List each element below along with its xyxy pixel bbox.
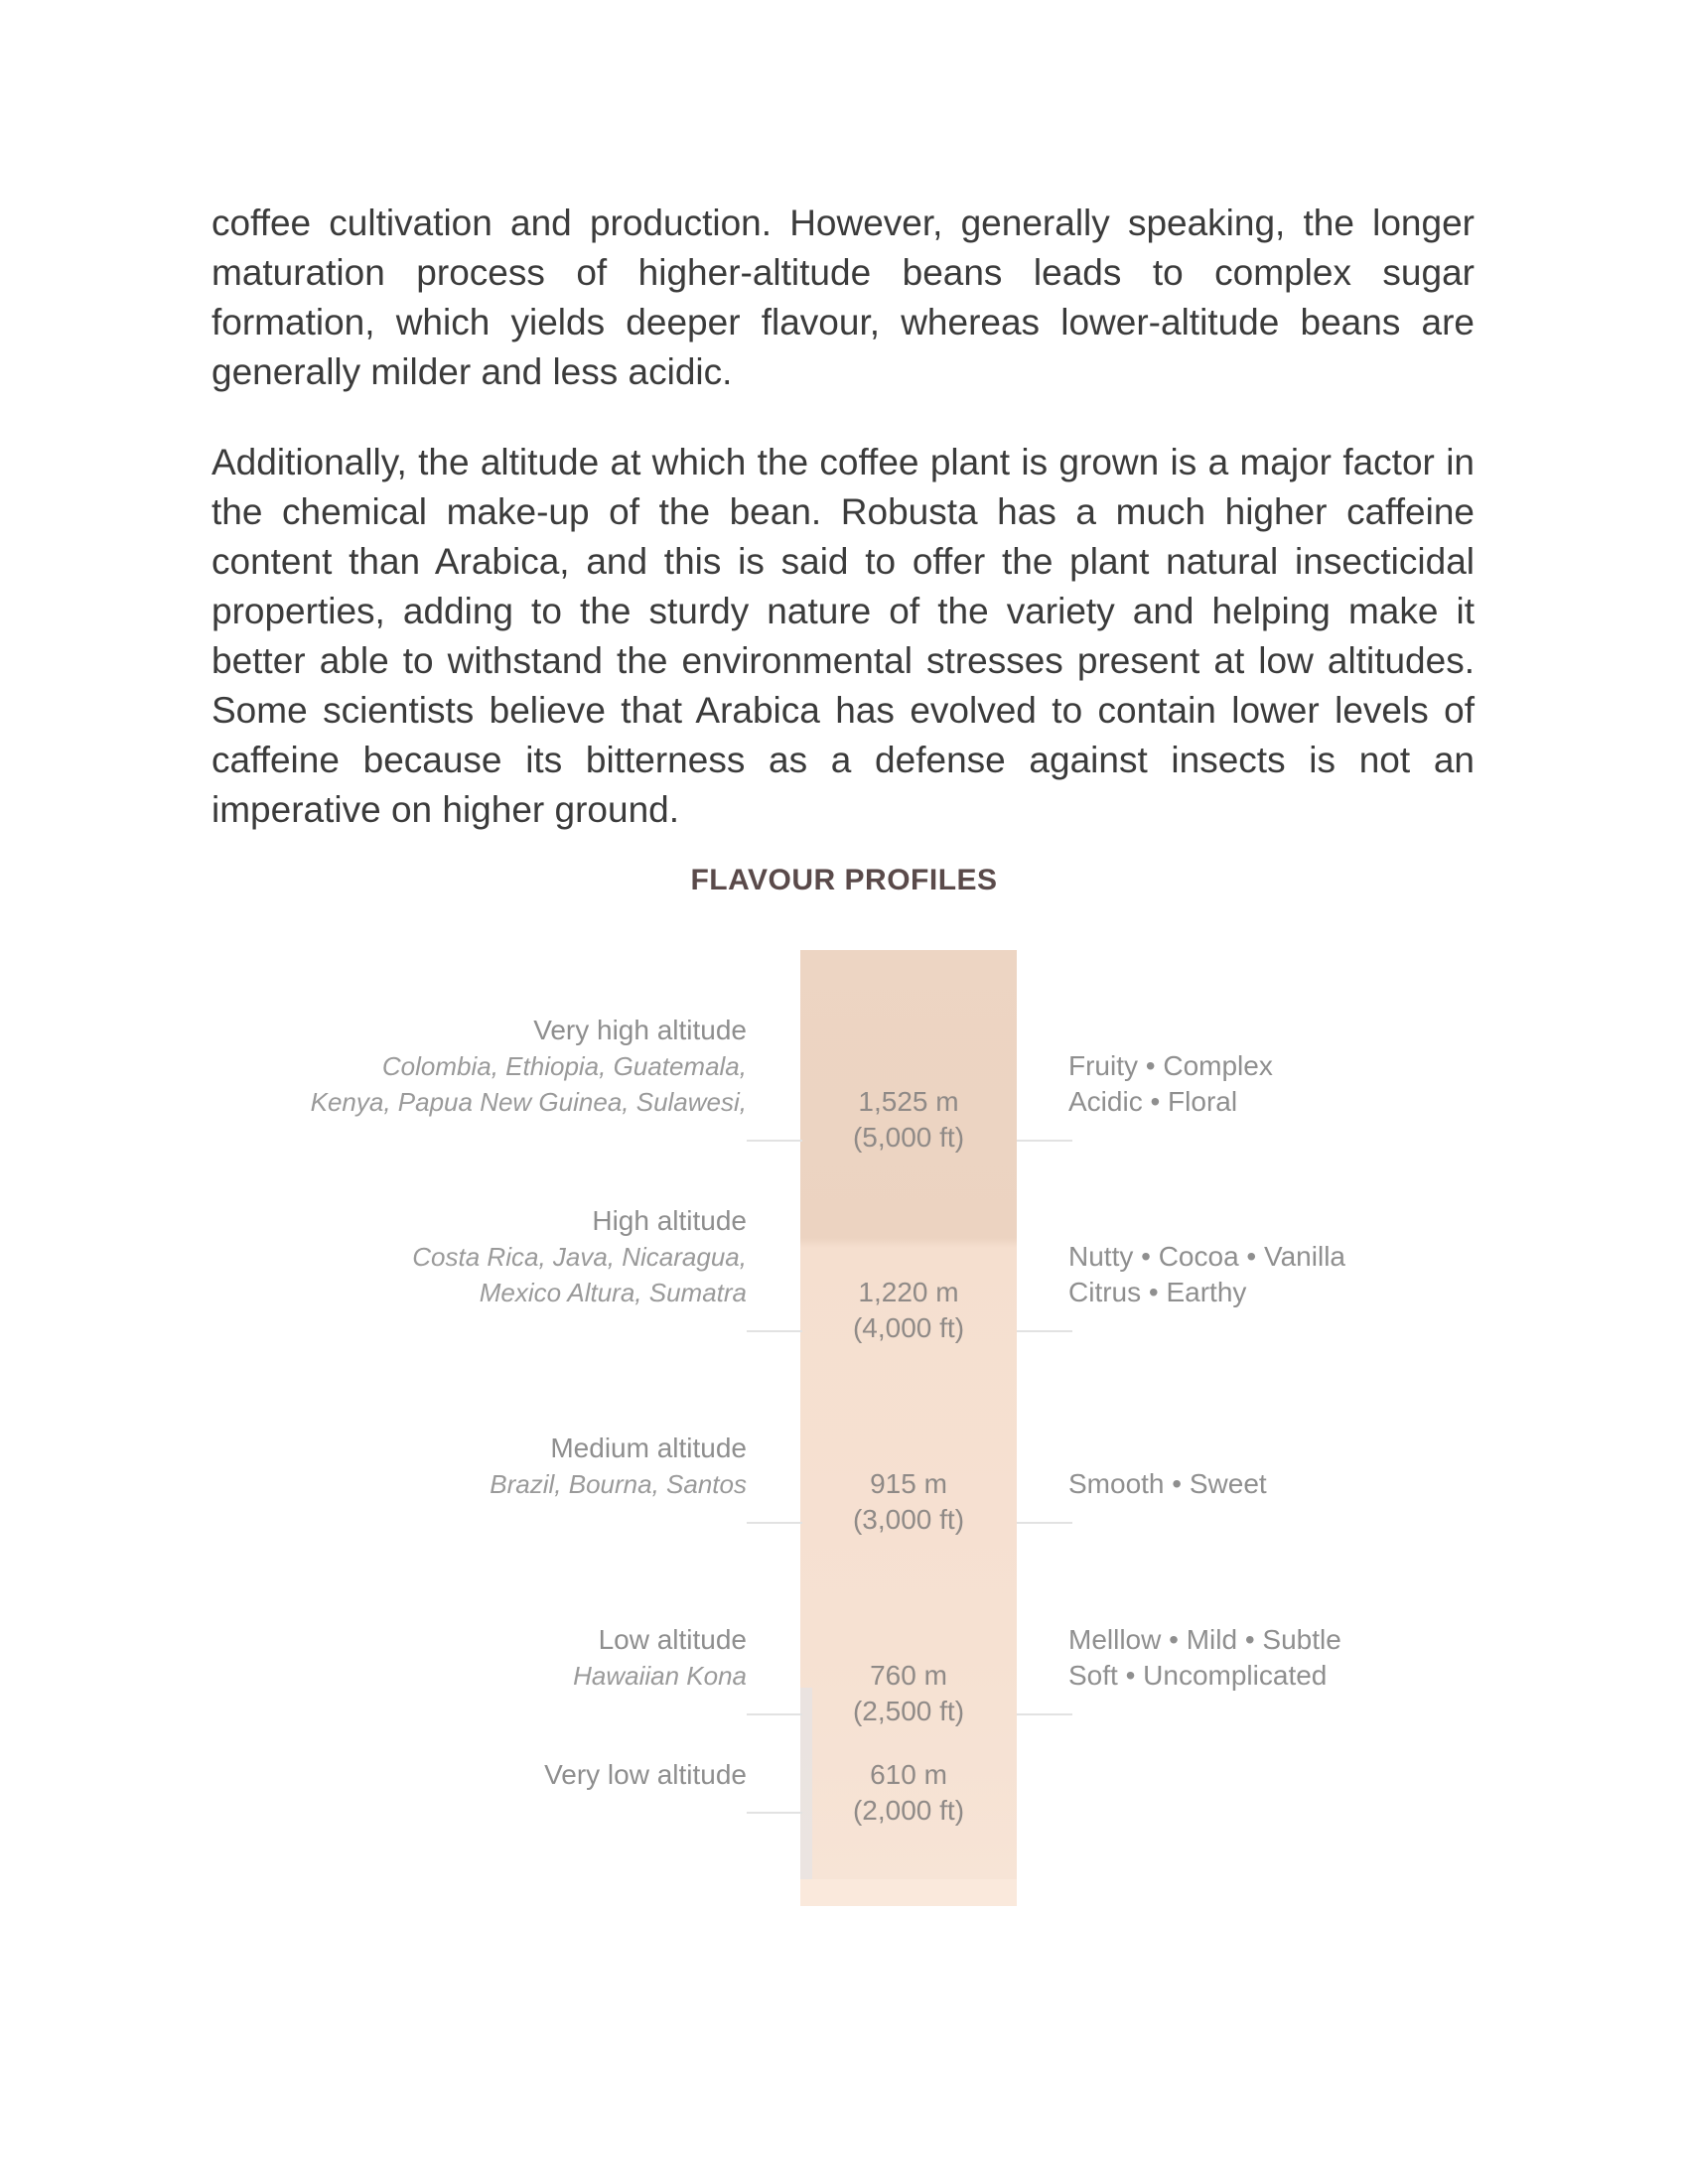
flavour-notes: Melllow • Mild • Subtle [1068, 1624, 1341, 1655]
tick-right [1017, 1522, 1072, 1524]
tick-left [747, 1140, 802, 1142]
tick-left [747, 1330, 802, 1332]
level-low-flavour [1068, 1622, 1466, 1694]
level-medium-flavour [1068, 1466, 1466, 1502]
level-very-low-left [290, 1757, 747, 1793]
level-name: Medium altitude [550, 1433, 747, 1463]
level-very-high-left [290, 1013, 747, 1120]
level-low-left [290, 1622, 747, 1694]
level-name: High altitude [592, 1205, 747, 1236]
elevation-metres: 1,525 m [858, 1086, 959, 1117]
level-regions: Hawaiian Kona [573, 1661, 747, 1691]
level-very-low-elevation [800, 1757, 1017, 1829]
flavour-notes: Nutty • Cocoa • Vanilla [1068, 1241, 1345, 1272]
level-low-elevation [800, 1658, 1017, 1729]
level-name: Low altitude [598, 1624, 747, 1655]
elevation-metres: 610 m [870, 1759, 947, 1790]
level-high-flavour [1068, 1239, 1466, 1310]
level-very-high-elevation [800, 1084, 1017, 1156]
tick-right [1017, 1713, 1072, 1715]
level-regions: Costa Rica, Java, Nicaragua, [412, 1242, 747, 1272]
tick-left [747, 1522, 802, 1524]
elevation-feet: (2,000 ft) [852, 1795, 965, 1826]
tick-right [1017, 1330, 1072, 1332]
level-regions: Colombia, Ethiopia, Guatemala, [381, 1051, 747, 1081]
elevation-feet: (2,500 ft) [852, 1696, 965, 1726]
flavour-notes: Soft • Uncomplicated [1068, 1660, 1328, 1691]
level-name: Very high altitude [533, 1015, 747, 1045]
level-regions: Mexico Altura, Sumatra [479, 1278, 747, 1307]
flavour-notes: Citrus • Earthy [1068, 1277, 1247, 1307]
elevation-feet: (4,000 ft) [852, 1312, 965, 1343]
elevation-metres: 915 m [870, 1468, 947, 1499]
elevation-metres: 1,220 m [858, 1277, 959, 1307]
tick-right [1017, 1140, 1072, 1142]
tick-left [747, 1713, 802, 1715]
flavour-notes: Fruity • Complex [1068, 1050, 1273, 1081]
body-paragraph-2: Additionally, the altitude at which the coffee plant is grown is a major factor in the chemical make-up of the bean. Robusta has a much higher caffeine content than Arabica, and this is said to offer the plant natural insecticidal properties, adding to the sturdy nature of the variety and helping make it better able to withstand the environmental stresses present at low altitudes. Some scientists believe that Arabica has evolved to contain lower levels of caffeine because its bitterness as a defense against insects is not an imperative on higher ground. [211, 442, 1475, 830]
body-paragraph-1: coffee cultivation and production. However, generally speaking, the longer maturation process of higher-altitude beans leads to complex sugar formation, which yields deeper flavour, whereas lower-altitude beans are generally milder and less acidic. [211, 203, 1475, 392]
flavour-notes: Acidic • Floral [1068, 1086, 1238, 1117]
level-name: Very low altitude [544, 1759, 747, 1790]
figure-title: FLAVOUR PROFILES [690, 864, 998, 896]
altitude-column-base [800, 1879, 1017, 1906]
elevation-metres: 760 m [870, 1660, 947, 1691]
elevation-feet: (3,000 ft) [852, 1504, 965, 1535]
tick-left [747, 1812, 802, 1814]
level-high-elevation [800, 1275, 1017, 1346]
level-regions: Kenya, Papua New Guinea, Sulawesi, [310, 1087, 747, 1117]
level-regions: Brazil, Bourna, Santos [490, 1469, 747, 1499]
flavour-notes: Smooth • Sweet [1068, 1468, 1267, 1499]
level-high-left [290, 1203, 747, 1310]
level-medium-left [290, 1431, 747, 1502]
level-very-high-flavour [1068, 1048, 1466, 1120]
elevation-feet: (5,000 ft) [852, 1122, 965, 1153]
level-medium-elevation [800, 1466, 1017, 1538]
